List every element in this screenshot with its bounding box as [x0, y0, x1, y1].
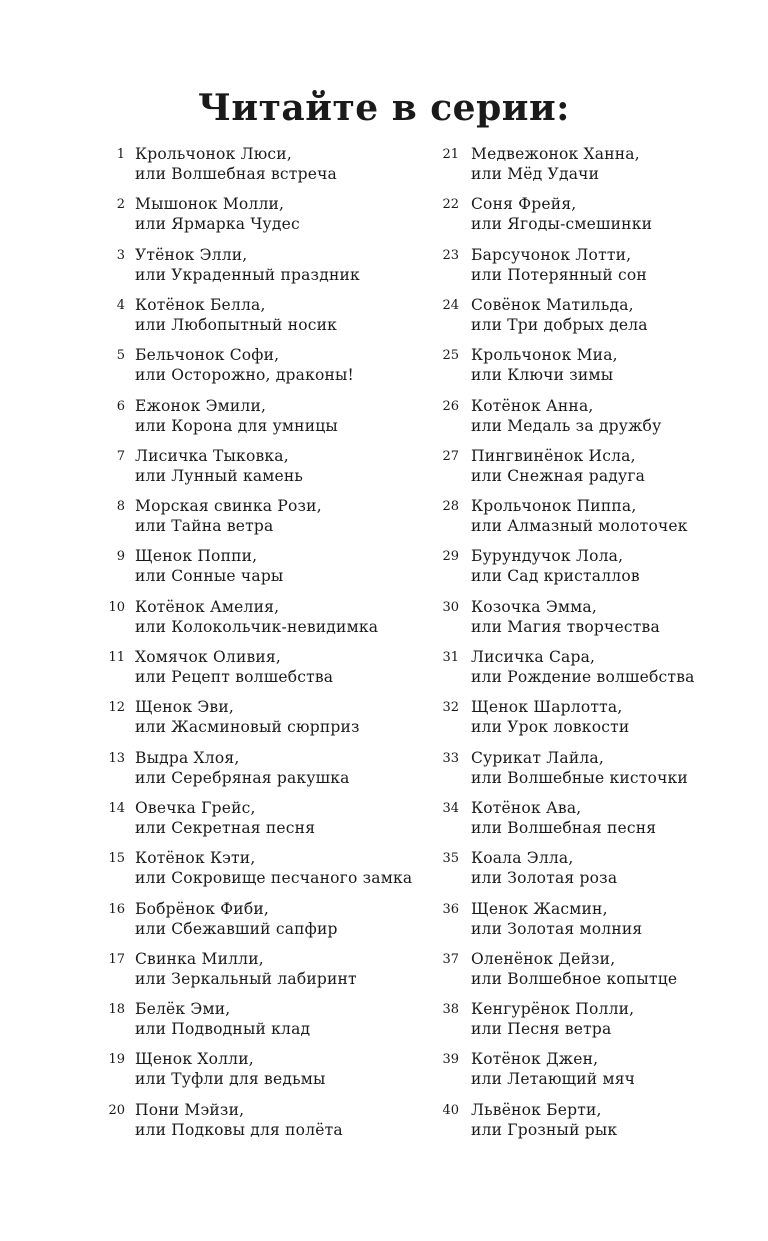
book-entry [96, 546, 426, 590]
book-subtitle: или Ярмарка Чудес [135, 215, 300, 234]
book-character-name: Лисичка Тыковка, [135, 446, 289, 465]
book-number: 39 [442, 1052, 459, 1068]
book-title [471, 546, 640, 586]
book-character-name: Щенок Эви, [135, 698, 234, 717]
book-character-name: Крольчонок Люси, [135, 145, 292, 163]
book-character-name: Щенок Холли, [135, 1050, 254, 1069]
book-title [471, 1049, 635, 1089]
book-subtitle: или Корона для умницы [135, 416, 338, 435]
book-title [135, 597, 378, 637]
book-entry [96, 396, 426, 440]
book-character-name: Крольчонок Пиппа, [471, 497, 637, 516]
book-number: 26 [442, 398, 459, 414]
book-character-name: Барсучонок Лотти, [471, 245, 632, 264]
book-entry [432, 295, 732, 339]
book-title [471, 647, 695, 687]
book-character-name: Бобрёнок Фиби, [135, 899, 270, 918]
book-number: 29 [442, 549, 459, 565]
book-number: 9 [116, 549, 125, 565]
book-title [135, 647, 333, 687]
book-number: 5 [116, 348, 125, 364]
book-entry [432, 1049, 732, 1093]
book-subtitle: или Магия творчества [471, 617, 660, 636]
book-subtitle: или Песня ветра [471, 1020, 612, 1039]
book-title [135, 1049, 326, 1089]
book-subtitle: или Золотая роза [471, 869, 618, 888]
book-subtitle: или Урок ловкости [471, 718, 630, 737]
book-subtitle: или Ягоды-смешинки [471, 215, 653, 234]
book-subtitle: или Алмазный молоточек [471, 517, 688, 536]
book-entry [432, 597, 732, 641]
book-entry [96, 345, 426, 389]
book-subtitle: или Тайна ветра [135, 517, 274, 536]
book-subtitle: или Золотая молния [471, 919, 643, 938]
book-subtitle: или Три добрых дела [471, 315, 648, 334]
book-title [135, 295, 337, 335]
book-number: 22 [442, 197, 459, 213]
book-number: 17 [108, 951, 125, 967]
book-character-name: Оленёнок Дейзи, [471, 949, 616, 968]
book-character-name: Свинка Милли, [135, 949, 264, 968]
book-character-name: Сурикат Лайла, [471, 748, 604, 767]
book-title [471, 597, 660, 637]
book-entry [96, 798, 426, 842]
book-character-name: Щенок Шарлотта, [471, 698, 623, 717]
book-title [471, 899, 642, 939]
book-title [135, 848, 412, 888]
book-character-name: Котёнок Джен, [471, 1050, 599, 1069]
book-subtitle: или Сонные чары [135, 567, 284, 586]
book-entry [432, 345, 732, 389]
book-entry [432, 899, 732, 943]
book-subtitle: или Рождение волшебства [471, 668, 695, 686]
book-title [135, 245, 360, 285]
book-entry [432, 949, 732, 993]
book-subtitle: или Осторожно, драконы! [135, 366, 354, 385]
book-number: 2 [116, 197, 125, 213]
book-title [135, 345, 354, 385]
book-title [471, 999, 634, 1039]
book-title [135, 1100, 343, 1140]
book-subtitle: или Медаль за дружбу [471, 416, 662, 435]
book-entry [96, 647, 426, 691]
book-subtitle: или Туфли для ведьмы [135, 1070, 326, 1089]
book-subtitle: или Рецепт волшебства [135, 668, 334, 686]
book-subtitle: или Секретная песня [135, 818, 316, 837]
book-entry [96, 245, 426, 289]
book-character-name: Котёнок Ава, [471, 798, 582, 817]
book-character-name: Лисичка Сара, [471, 648, 596, 666]
book-entry [96, 1049, 426, 1093]
book-character-name: Утёнок Элли, [135, 245, 248, 264]
book-number: 40 [442, 1102, 459, 1118]
book-subtitle: или Сбежавший сапфир [135, 919, 338, 938]
book-character-name: Морская свинка Рози, [135, 497, 322, 516]
book-entry [432, 396, 732, 440]
book-title [135, 999, 310, 1039]
book-character-name: Пингвинёнок Исла, [471, 446, 636, 465]
book-title [135, 798, 315, 838]
book-title [471, 194, 652, 234]
book-title [471, 798, 656, 838]
book-number: 33 [442, 750, 459, 766]
book-character-name: Белёк Эми, [135, 1000, 231, 1019]
book-number: 19 [108, 1052, 125, 1068]
book-entry [432, 546, 732, 590]
book-subtitle: или Любопытный носик [135, 315, 338, 334]
book-entry [432, 144, 732, 188]
book-entry [432, 1100, 732, 1144]
book-entry [432, 848, 732, 892]
book-entry [432, 999, 732, 1043]
book-number: 8 [116, 499, 125, 515]
book-title [135, 899, 338, 939]
book-subtitle: или Серебряная ракушка [135, 768, 350, 787]
book-number: 6 [116, 398, 125, 414]
book-entry [96, 446, 426, 490]
book-title [471, 345, 618, 385]
book-title [135, 748, 350, 788]
book-number: 1 [116, 147, 125, 162]
book-entry [96, 295, 426, 339]
book-number: 30 [442, 599, 459, 615]
book-title [135, 144, 337, 184]
book-character-name: Котёнок Анна, [471, 396, 594, 415]
book-number: 34 [442, 800, 459, 816]
book-entry [432, 496, 732, 540]
book-character-name: Щенок Жасмин, [471, 899, 608, 918]
book-title [135, 194, 300, 234]
book-entry [432, 697, 732, 741]
book-subtitle: или Грозный рык [471, 1120, 618, 1139]
book-character-name: Овечка Грейс, [135, 798, 256, 817]
book-number: 21 [442, 147, 459, 162]
book-character-name: Пони Мэйзи, [135, 1100, 245, 1119]
book-number: 37 [442, 951, 459, 967]
book-character-name: Бельчонок Софи, [135, 346, 280, 365]
book-entry [96, 194, 426, 238]
book-number: 20 [108, 1102, 125, 1118]
book-character-name: Мышонок Молли, [135, 195, 285, 214]
book-number: 3 [116, 247, 125, 263]
book-character-name: Котёнок Амелия, [135, 597, 280, 616]
book-number: 11 [108, 650, 125, 665]
book-number: 27 [442, 448, 459, 464]
book-title [471, 496, 688, 536]
book-entry [432, 245, 732, 289]
book-subtitle: или Подковы для полёта [135, 1120, 343, 1139]
book-subtitle: или Волшебная встреча [135, 165, 337, 183]
book-title [135, 697, 360, 737]
book-character-name: Хомячок Оливия, [135, 648, 282, 666]
book-character-name: Медвежонок Ханна, [471, 145, 640, 163]
book-subtitle: или Украденный праздник [135, 265, 360, 284]
book-number: 25 [442, 348, 459, 364]
book-title [135, 396, 338, 436]
book-subtitle: или Лунный камень [135, 466, 304, 485]
book-number: 18 [108, 1002, 125, 1018]
book-subtitle: или Подводный клад [135, 1020, 311, 1039]
book-number: 35 [442, 851, 459, 867]
book-title [135, 949, 357, 989]
book-entry [96, 748, 426, 792]
book-number: 13 [108, 750, 125, 766]
book-number: 15 [108, 851, 125, 867]
book-character-name: Щенок Поппи, [135, 547, 258, 566]
book-subtitle: или Волшебное копытце [471, 969, 678, 988]
book-character-name: Коала Элла, [471, 849, 574, 868]
book-subtitle: или Ключи зимы [471, 366, 614, 385]
book-entry [96, 597, 426, 641]
book-title [471, 446, 645, 486]
book-number: 23 [442, 247, 459, 263]
book-title [135, 446, 303, 486]
book-character-name: Совёнок Матильда, [471, 295, 634, 314]
page-title: Читайте в серии: [198, 87, 570, 129]
book-character-name: Соня Фрейя, [471, 195, 577, 214]
book-number: 4 [116, 297, 125, 313]
book-number: 24 [442, 297, 459, 313]
book-subtitle: или Сокровище песчаного замка [135, 869, 413, 888]
book-character-name: Козочка Эмма, [471, 597, 597, 616]
book-entry [96, 1100, 426, 1144]
book-number: 7 [116, 448, 125, 464]
book-entry [432, 194, 732, 238]
book-character-name: Выдра Хлоя, [135, 748, 240, 767]
book-entry [96, 999, 426, 1043]
book-character-name: Крольчонок Миа, [471, 346, 618, 365]
book-subtitle: или Волшебная песня [471, 818, 657, 837]
book-number: 28 [442, 499, 459, 515]
book-subtitle: или Потерянный сон [471, 265, 647, 284]
book-entry [432, 798, 732, 842]
book-number: 32 [442, 700, 459, 716]
book-title [471, 748, 688, 788]
book-number: 12 [108, 700, 125, 716]
book-number: 38 [442, 1002, 459, 1018]
book-number: 16 [108, 901, 125, 917]
book-character-name: Котёнок Белла, [135, 295, 266, 314]
book-subtitle: или Колокольчик-невидимка [135, 617, 379, 636]
book-title [471, 295, 648, 335]
book-subtitle: или Мёд Удачи [471, 165, 600, 183]
book-entry [432, 647, 732, 691]
book-title [471, 144, 640, 184]
book-title [135, 546, 283, 586]
book-number: 36 [442, 901, 459, 917]
book-character-name: Бурундучок Лола, [471, 547, 624, 566]
book-title [471, 697, 629, 737]
book-number: 10 [108, 599, 125, 615]
book-title [471, 848, 617, 888]
book-entry [96, 144, 426, 188]
book-number: 14 [108, 800, 125, 816]
book-entry [96, 949, 426, 993]
book-subtitle: или Снежная радуга [471, 466, 646, 485]
book-title [135, 496, 322, 536]
book-subtitle: или Зеркальный лабиринт [135, 969, 357, 988]
book-entry [96, 496, 426, 540]
book-character-name: Львёнок Берти, [471, 1100, 602, 1119]
book-character-name: Ежонок Эмили, [135, 396, 267, 415]
book-entry [432, 446, 732, 490]
book-entry [96, 899, 426, 943]
book-subtitle: или Сад кристаллов [471, 567, 640, 586]
book-title [471, 245, 647, 285]
book-entry [432, 748, 732, 792]
book-entry [96, 848, 426, 892]
book-subtitle: или Жасминовый сюрприз [135, 718, 360, 737]
book-title [471, 396, 661, 436]
book-entry [96, 697, 426, 741]
book-subtitle: или Волшебные кисточки [471, 768, 688, 787]
book-title [471, 949, 677, 989]
book-character-name: Кенгурёнок Полли, [471, 1000, 635, 1019]
book-subtitle: или Летающий мяч [471, 1070, 636, 1089]
book-title [471, 1100, 617, 1140]
book-character-name: Котёнок Кэти, [135, 849, 256, 868]
book-number: 31 [442, 650, 459, 665]
